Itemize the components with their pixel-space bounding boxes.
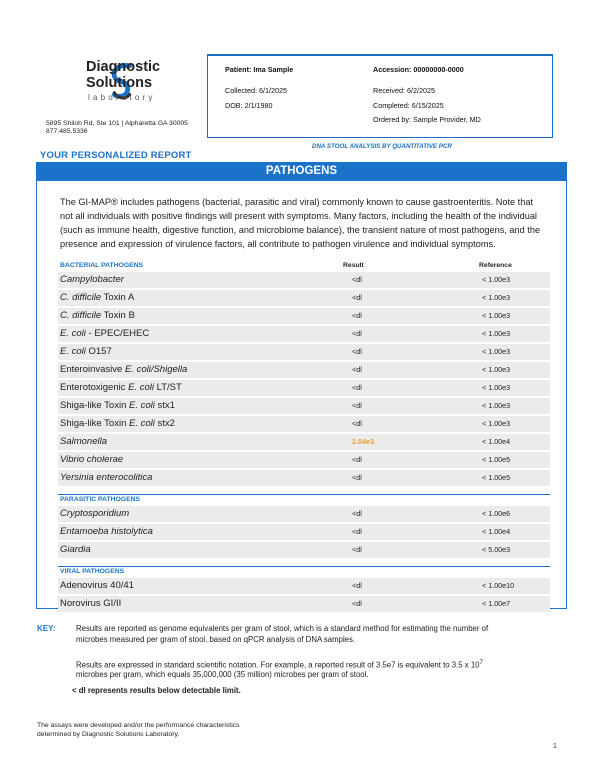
key-label: KEY: [37,624,56,633]
pathogen-name: Cryptosporidium [60,508,130,519]
pathogen-name: E. coli - EPEC/EHEC [60,328,150,339]
pathogen-name: Entamoeba histolytica [60,526,153,537]
result-value: <dl [352,401,362,410]
section-title: BACTERIAL PATHOGENS [60,262,144,269]
reference-value: < 1.00e3 [482,329,511,338]
pathogen-name: Adenovirus 40/41 [60,580,134,591]
reference-value: < 1.00e3 [482,347,511,356]
pathogen-name: Shiga-like Toxin E. coli stx1 [60,400,175,411]
table-row [58,344,550,360]
collected-date: Collected: 6/1/2025 [225,86,287,95]
intro-line: not all individuals with positive findings will present with symptoms. Many factors, including the health of the individual [60,211,537,221]
intro-line: presence and expression of virulence factors, all contribute to pathogen virulence and individual symptoms. [60,239,496,249]
reference-value: < 1.00e3 [482,293,511,302]
received-date: Received: 6/2/2025 [373,86,435,95]
key-text-part: Results are expressed in standard scientific notation. For example, a reported result of 3.5e7 is equivalent to 3.5 x 10 [76,660,480,670]
reference-value: < 1.00e4 [482,527,511,536]
table-row [58,272,550,288]
pathogen-name: C. difficile Toxin B [60,310,135,321]
result-value: <dl [352,581,362,590]
table-row [58,578,550,594]
key-text: microbes measured per gram of stool, based on qPCR analysis of DNA samples. [76,635,356,644]
pathogen-name: Salmonella [60,436,107,447]
result-value: <dl [352,275,362,284]
table-row [58,326,550,342]
reference-value: < 1.00e10 [482,581,515,590]
result-column-header: Result [343,262,364,269]
brand-name-line1: Diagnostic [86,59,161,75]
table-row [58,524,550,540]
result-value: <dl [352,599,362,608]
reference-value: < 1.00e6 [482,509,511,518]
patient-info-box [207,54,553,138]
table-row [58,290,550,306]
panel-title: PATHOGENS [36,162,567,181]
result-value: <dl [352,365,362,374]
intro-line: (such as immune health, digestive function, and microbiome balance), the transient nature of most pathogens, and the [60,225,541,235]
table-row [58,362,550,378]
pathogen-name: Giardia [60,544,91,555]
result-value: <dl [352,329,362,338]
result-value: <dl [352,455,362,464]
pathogen-name: Campylobacter [60,274,124,285]
table-row [58,542,550,558]
reference-value: < 1.00e3 [482,275,511,284]
ordered-by: Ordered by: Sample Provider, MD [373,115,481,124]
reference-value: < 1.00e5 [482,473,511,482]
section-divider [58,494,550,495]
result-value: <dl [352,311,362,320]
reference-value: < 1.00e3 [482,311,511,320]
completed-date: Completed: 6/15/2025 [373,101,444,110]
reference-value: < 1.00e7 [482,599,511,608]
brand-name-line3: laboratory [88,93,156,102]
key-superscript: 7 [479,660,483,666]
pathogen-name: Enterotoxigenic E. coli LT/ST [60,382,182,393]
pathogen-name: Norovirus GI/II [60,598,122,609]
table-row [58,398,550,414]
reference-value: < 1.00e3 [482,383,511,392]
dob: DOB: 2/1/1980 [225,101,273,110]
table-row [58,380,550,396]
pathogen-name: Shiga-like Toxin E. coli stx2 [60,418,175,429]
key-text: Results are reported as genome equivalents per gram of stool, which is a standard method for estimating the number of [76,624,489,633]
lab-phone: 877.485.5336 [46,128,88,135]
table-row [58,452,550,468]
pathogen-name: Yersinia enterocolitica [60,472,153,483]
reference-value: < 1.00e5 [482,455,511,464]
section-title: VIRAL PATHOGENS [60,568,125,575]
test-title: DNA STOOL ANALYSIS BY QUANTITATIVE PCR [312,143,452,150]
accession-number: Accession: 00000000-0000 [373,65,464,74]
pathogen-name: E. coli O157 [60,346,112,357]
result-value: <dl [352,545,362,554]
footer-text: determined by Diagnostic Solutions Laboratory. [37,731,180,738]
table-row [58,434,550,450]
pathogen-name: Enteroinvasive E. coli/Shigella [60,364,188,375]
reference-column-header: Reference [479,262,512,269]
table-row [58,308,550,324]
intro-line: The GI-MAP® includes pathogens (bacterial, parasitic and viral) commonly known to cause gastroenteritis. Note that [60,197,533,207]
table-row [58,416,550,432]
brand-name-line2: Solutions [86,75,153,91]
result-value: <dl [352,383,362,392]
pathogen-name: C. difficile Toxin A [60,292,135,303]
report-heading: YOUR PERSONALIZED REPORT [40,150,192,161]
pathogen-name: Vibrio cholerae [60,454,124,465]
result-value: 2.04e3 [352,437,374,446]
key-text: microbes per gram, which equals 35,000,000 (35 million) microbes per gram of stool. [76,670,369,679]
section-title: PARASITIC PATHOGENS [60,496,141,503]
reference-value: < 1.00e3 [482,365,511,374]
result-value: <dl [352,419,362,428]
result-value: <dl [352,347,362,356]
table-row [58,596,550,612]
patient-name: Patient: Ima Sample [225,65,294,74]
section-divider [58,566,550,567]
dl-note: < dl represents results below detectable limit. [72,686,241,695]
intro-paragraph [60,195,550,251]
result-value: <dl [352,293,362,302]
reference-value: < 1.00e4 [482,437,511,446]
result-value: <dl [352,527,362,536]
result-value: <dl [352,473,362,482]
page-number: 1 [553,743,557,750]
table-row [58,470,550,486]
result-value: <dl [352,509,362,518]
footer-text: The assays were developed and/or the performance characteristics [37,722,240,729]
table-row [58,506,550,522]
reference-value: < 1.00e3 [482,419,511,428]
reference-value: < 1.00e3 [482,401,511,410]
lab-address: 5895 Shiloh Rd, Ste 101 | Alpharetta GA 30005 [46,120,188,127]
reference-value: < 5.00e3 [482,545,511,554]
